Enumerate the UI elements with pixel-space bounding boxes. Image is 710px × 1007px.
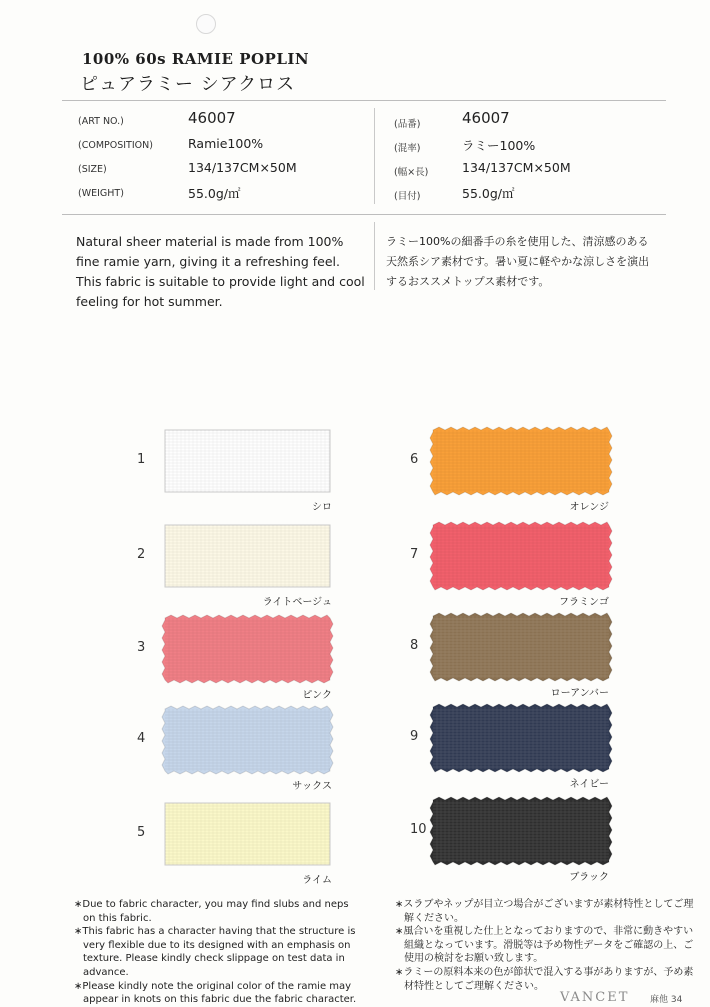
description-line: Natural sheer material is made from 100% <box>76 234 344 249</box>
swatch-fill <box>162 615 333 683</box>
top-rule <box>62 100 666 101</box>
fabric-swatch <box>427 794 615 868</box>
spec-value: 55.0g/㎡ <box>188 186 241 201</box>
description-line: ラミー100%の細番手の糸を使用した、清涼感のある <box>386 235 649 248</box>
spec-value: 134/137CM×50M <box>462 160 571 175</box>
note-item: ∗ラミーの原料本来の色が節状で混入する事がありますが、予め素材特性としてご理解ください。 <box>395 966 694 992</box>
spec-key: (SIZE) <box>78 164 107 175</box>
swatch-color-name: ライム <box>302 875 332 886</box>
fabric-swatch <box>427 610 615 684</box>
swatch-number: 7 <box>410 547 419 562</box>
spec-row-weight <box>78 184 368 208</box>
description-line: fine ramie yarn, giving it a refreshing feel. <box>76 254 340 269</box>
spec-key: (品番) <box>394 119 421 130</box>
notes-english <box>74 898 364 1007</box>
description-divider <box>374 222 375 290</box>
spec-row-konritsu <box>394 136 684 160</box>
description-line: This fabric is suitable to provide light and cool <box>76 274 365 289</box>
spec-value: 134/137CM×50M <box>188 160 297 175</box>
mid-rule <box>62 214 666 215</box>
spec-value: 46007 <box>462 109 510 127</box>
swatch-number: 10 <box>410 822 427 837</box>
spec-key: (ART NO.) <box>78 116 124 127</box>
spec-row-haba <box>394 160 684 184</box>
fabric-swatch <box>159 612 336 686</box>
swatch-color-name: ライトベージュ <box>262 597 332 608</box>
fabric-swatch <box>159 703 336 777</box>
swatch-color-name: ブラック <box>569 872 609 883</box>
note-item: ∗Due to fabric character, you may find slubs and neps on this fabric. <box>74 899 349 924</box>
swatch-fill <box>162 706 333 774</box>
fabric-swatch <box>159 424 336 498</box>
swatch-color-name: ローアンバー <box>550 688 609 699</box>
swatch-number: 5 <box>137 825 146 840</box>
spec-value: ラミー100% <box>462 138 536 153</box>
title-english: 100% 60s RAMIE POPLIN <box>82 50 310 68</box>
title-japanese: ピュアラミー シアクロス <box>80 74 296 95</box>
spec-key: (幅×長) <box>394 167 429 178</box>
spec-table-japanese <box>394 109 684 208</box>
swatch-number: 8 <box>410 638 419 653</box>
notes-japanese <box>395 898 695 993</box>
spec-row-hinban <box>394 109 684 136</box>
description-english <box>76 232 366 312</box>
swatch-color-name: サックス <box>292 781 332 792</box>
description-line: 天然系シア素材です。暑い夏に軽やかな涼しさを演出 <box>386 255 650 268</box>
swatch-number: 6 <box>410 452 419 467</box>
swatch-color-name: ピンク <box>302 690 332 701</box>
note-item: ∗Please kindly note the original color of the ramie may appear in knots on this fabric due the fabric character. <box>74 980 357 1006</box>
spec-key: (目付) <box>394 191 421 202</box>
binder-hole <box>196 14 216 34</box>
fabric-swatch <box>159 519 336 593</box>
fabric-swatch <box>427 701 615 775</box>
swatch-number: 1 <box>137 452 146 467</box>
spec-row-art-no <box>78 109 368 136</box>
brand-logo: VANCET <box>560 990 630 1005</box>
spec-value: 46007 <box>188 109 236 127</box>
fabric-swatch <box>159 797 336 871</box>
swatch-color-name: ネイビー <box>569 779 609 790</box>
swatch-number: 4 <box>137 731 146 746</box>
page-number: 麻他 34 <box>650 995 683 1005</box>
swatch-color-name: オレンジ <box>569 502 609 513</box>
spec-row-metsuke <box>394 184 684 208</box>
spec-key: (WEIGHT) <box>78 188 124 199</box>
description-line: するおススメトップス素材です。 <box>386 275 550 288</box>
swatch-number: 2 <box>137 547 146 562</box>
spec-table-english <box>78 109 368 208</box>
swatch-color-name: シロ <box>312 502 332 513</box>
spec-key: (COMPOSITION) <box>78 140 153 151</box>
description-line: feeling for hot summer. <box>76 294 223 309</box>
description-japanese <box>386 232 686 292</box>
spec-key: (混率) <box>394 143 421 154</box>
fabric-swatch <box>427 519 615 593</box>
spec-row-composition <box>78 136 368 160</box>
spec-row-size <box>78 160 368 184</box>
note-item: ∗This fabric has a character having that the structure is very flexible due to its designed with an emphasis on texture. Please kindly check slippage on test data in advance. <box>74 926 356 978</box>
swatch-number: 3 <box>137 640 146 655</box>
note-item: ∗スラブやネップが目立つ場合がございますが素材特性としてご理解ください。 <box>395 899 694 924</box>
spec-value: 55.0g/㎡ <box>462 186 515 201</box>
swatch-color-name: フラミンゴ <box>559 597 609 608</box>
swatch-number: 9 <box>410 729 419 744</box>
fabric-swatch <box>427 424 615 498</box>
spec-value: Ramie100% <box>188 136 264 151</box>
spec-divider <box>374 108 375 204</box>
note-item: ∗風合いを重視した仕上となっておりますので、非常に動きやすい組織となっています。滑脱等は予め物性データをご確認の上、ご使用の検討をお願い致します。 <box>395 926 694 965</box>
